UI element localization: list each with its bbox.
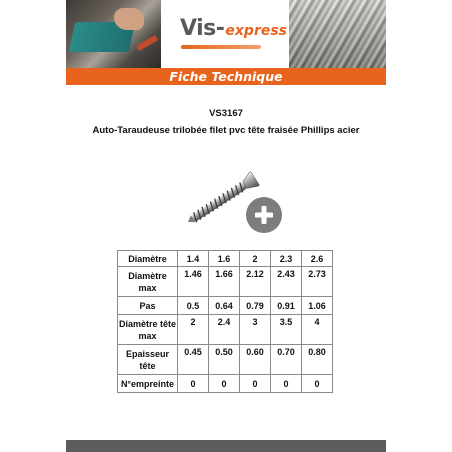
table-cell: 0.50	[209, 345, 240, 375]
row-label: Epaisseur tête	[118, 345, 178, 375]
table-cell: 1.66	[209, 267, 240, 297]
technical-sheet	[66, 0, 386, 452]
table-row	[118, 375, 333, 393]
zoom-button[interactable]	[246, 197, 282, 233]
table-cell: 0	[240, 375, 271, 393]
tool	[136, 35, 158, 51]
table-cell: 0.70	[271, 345, 302, 375]
table-cell: 2.6	[302, 251, 333, 267]
table-cell: 0	[271, 375, 302, 393]
table-cell: 2.12	[240, 267, 271, 297]
table-cell: 2.3	[271, 251, 302, 267]
table-cell: 0.79	[240, 297, 271, 315]
table-cell: 0.64	[209, 297, 240, 315]
header	[66, 0, 386, 68]
table-cell: 0.5	[178, 297, 209, 315]
table-cell: 0.91	[271, 297, 302, 315]
footer-bar	[66, 440, 386, 452]
table-cell: 2	[178, 315, 209, 345]
logo-swoosh	[181, 45, 261, 49]
table-cell: 0.80	[302, 345, 333, 375]
banner-title: Fiche Technique	[169, 69, 283, 84]
hand	[114, 8, 144, 30]
table-cell: 4	[302, 315, 333, 345]
spec-table	[117, 250, 333, 393]
brand-logo[interactable]	[180, 16, 287, 41]
table-cell: 2	[240, 251, 271, 267]
table-cell: 3.5	[271, 315, 302, 345]
table-cell: 0	[178, 375, 209, 393]
plus-icon	[254, 205, 274, 225]
table-cell: 1.46	[178, 267, 209, 297]
logo-accent-text: express	[225, 23, 288, 39]
table-row	[118, 345, 333, 375]
table-row	[118, 315, 333, 345]
table-row	[118, 251, 333, 267]
row-label: Diamètre tête max	[118, 315, 178, 345]
product-reference: VS3167	[209, 108, 243, 119]
table-cell: 2.73	[302, 267, 333, 297]
table-cell: 1.4	[178, 251, 209, 267]
table-cell: 0	[209, 375, 240, 393]
logo-main-text: Vis-	[180, 16, 225, 41]
table-cell: 1.6	[209, 251, 240, 267]
banner	[66, 68, 386, 85]
table-cell: 2.4	[209, 315, 240, 345]
table-cell: 2.43	[271, 267, 302, 297]
table-cell: 0.45	[178, 345, 209, 375]
table-cell: 3	[240, 315, 271, 345]
table-row	[118, 267, 333, 297]
table-cell: 0.60	[240, 345, 271, 375]
workshop-photo	[66, 0, 161, 68]
table-row	[118, 297, 333, 315]
row-label: Diamètre	[118, 251, 178, 267]
logo-area	[161, 0, 289, 68]
row-label: N°empreinte	[118, 375, 178, 393]
screws-photo	[289, 0, 386, 68]
table-cell: 0	[302, 375, 333, 393]
photo-shade	[289, 0, 386, 68]
row-label: Diamètre max	[118, 267, 178, 297]
table-cell: 1.06	[302, 297, 333, 315]
product-description: Auto-Taraudeuse trilobée filet pvc tête fraisée Phillips acier	[92, 125, 360, 136]
row-label: Pas	[118, 297, 178, 315]
